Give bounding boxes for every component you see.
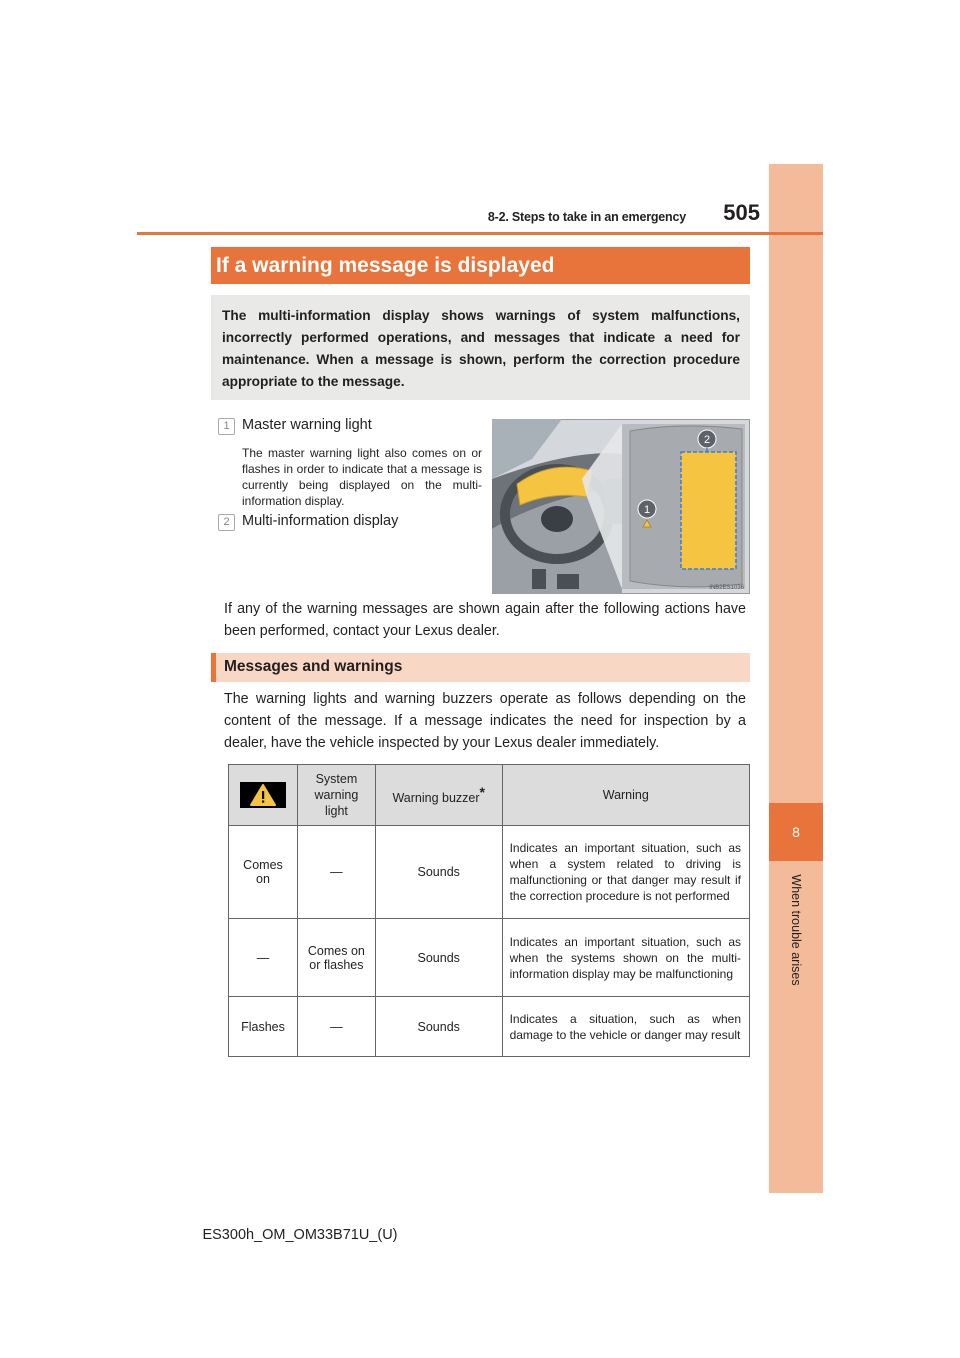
item-title-master-warning-light: Master warning light <box>242 417 372 433</box>
table-row <box>229 997 750 1057</box>
header-section-title: 8-2. Steps to take in an emergency <box>487 210 686 224</box>
system-warning-light-column-header: System warning light <box>297 765 375 826</box>
table-row <box>229 826 750 919</box>
master-warning-cell: Flashes <box>229 997 298 1057</box>
car-instrument-panel-illustration <box>492 419 750 594</box>
warning-column-header: Warning <box>502 765 749 826</box>
header-rule <box>137 232 823 235</box>
page-title: If a warning message is displayed <box>211 247 750 284</box>
item-number-2: 2 <box>218 514 235 531</box>
system-warning-cell: Comes on or flashes <box>297 919 375 997</box>
master-warning-column-header <box>229 765 298 826</box>
warning-buzzer-column-header <box>375 765 502 826</box>
table-header-row <box>229 765 750 826</box>
side-tab-label: When trouble arises <box>789 874 803 986</box>
item-note-master-warning-light: The master warning light also comes on or flashes in order to indicate that a message is currently being displayed on the multi-information display. <box>242 446 482 508</box>
side-tab-number: 8 <box>769 803 823 861</box>
master-warning-cell: Comes on <box>229 826 298 919</box>
warning-description-cell: Indicates a situation, such as when damage to the vehicle or danger may result <box>502 997 749 1057</box>
warning-buzzer-header-text: Warning buzzer <box>392 791 480 806</box>
page-number: 505 <box>723 200 760 225</box>
messages-section-title: Messages and warnings <box>211 653 750 682</box>
warning-description-cell: Indicates an important situation, such as when a system related to driving is malfunctioning or that danger may result if the correction procedure is not performed <box>502 826 749 919</box>
intro-box: The multi-information display shows warnings of system malfunctions, incorrectly performed operations, and messages that indicate a need for maintenance. When a message is shown, perform the correction procedure appropriate to the message. <box>211 295 750 400</box>
warnings-table <box>228 764 750 1057</box>
master-warning-cell: — <box>229 919 298 997</box>
system-warning-cell: — <box>297 997 375 1057</box>
item-title-multi-information-display: Multi-information display <box>242 513 399 529</box>
illustration-callout-1: 1 <box>643 504 651 516</box>
messages-section-description: The warning lights and warning buzzers operate as follows depending on the content of the message. If a message indicates the need for inspection by a dealer, have the vehicle inspected by your Lexus dealer immediately. <box>224 691 746 751</box>
side-tab <box>769 164 823 1193</box>
buzzer-cell: Sounds <box>375 997 502 1057</box>
after-actions-paragraph: If any of the warning messages are shown again after the following actions have been performed, contact your Lexus dealer. <box>224 601 746 639</box>
item-number-1: 1 <box>218 418 235 435</box>
buzzer-cell: Sounds <box>375 919 502 997</box>
table-row <box>229 919 750 997</box>
master-warning-triangle-icon <box>240 782 286 808</box>
illustration-code: INB2ES1036 <box>709 585 744 591</box>
buzzer-footnote-mark: * <box>479 783 485 800</box>
system-warning-cell: — <box>297 826 375 919</box>
illustration-callout-2: 2 <box>703 434 711 446</box>
warning-description-cell: Indicates an important situation, such as when the systems shown on the multi-information display may be malfunctioning <box>502 919 749 997</box>
document-code-footer: ES300h_OM_OM33B71U_(U) <box>202 1227 398 1243</box>
buzzer-cell: Sounds <box>375 826 502 919</box>
